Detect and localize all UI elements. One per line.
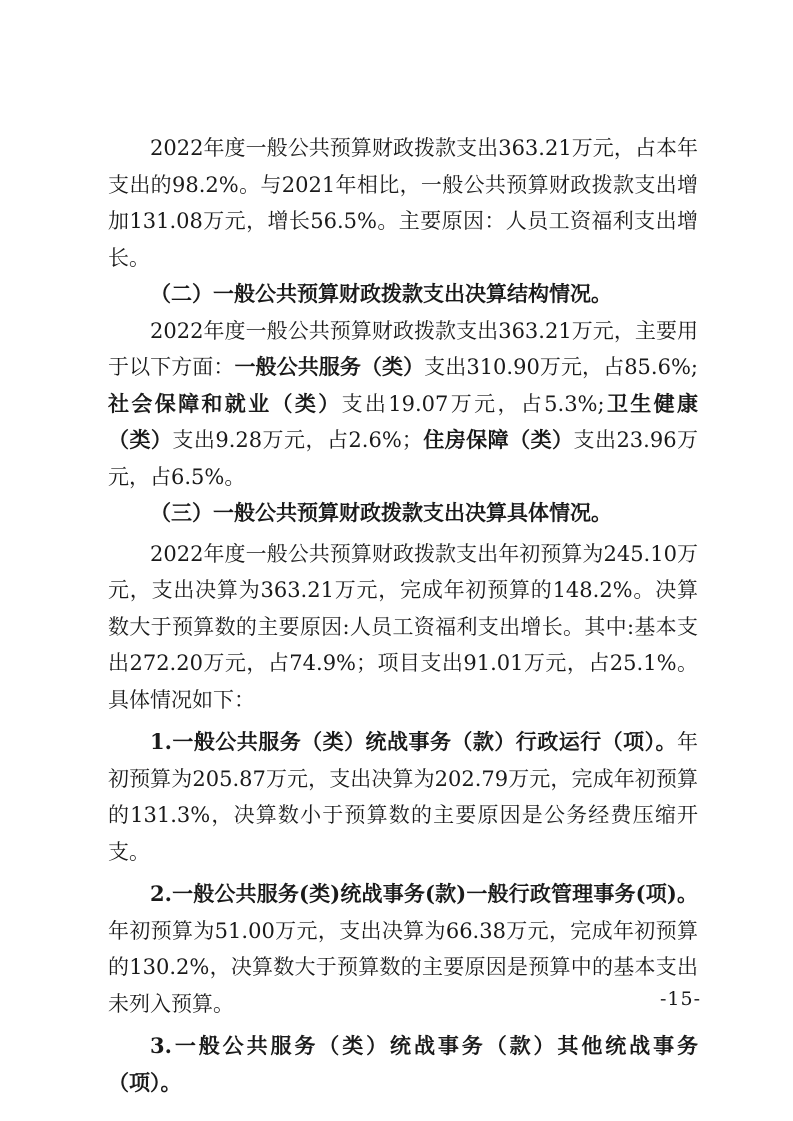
category-social-security: 社会保障和就业（类） — [108, 390, 342, 416]
paragraph-summary: 2022年度一般公共预算财政拨款支出363.21万元，占本年支出的98.2%。与2021年相比，一般公共预算财政拨款支出增加131.08万元，增长56.5%。主要原因：人员工资福利支出增长。 — [108, 136, 698, 270]
item-2-title: 2.一般公共服务(类)统战事务(款)一般行政管理事务(项)。 — [150, 881, 698, 906]
paragraph-details: 2022年度一般公共预算财政拨款支出年初预算为245.10万元，支出决算为363.21万元，完成年初预算的148.2%。决算数大于预算数的主要原因:人员工资福利支出增长。其中:基本支出272.20万元，占74.9%；项目支出91.01万元，占25.1%。具体情况如下： — [108, 541, 698, 712]
item-3-title: 3.一般公共服务（类）统战事务（款）其他统战事务（项）。 — [108, 1033, 698, 1095]
category-health-amount: 支出9.28万元，占2.6%； — [172, 428, 423, 452]
section-heading-structure: （二）一般公共预算财政拨款支出决算结构情况。 — [150, 281, 612, 306]
category-housing-amount: 支出23.96万元，占6.5%。 — [108, 428, 699, 489]
document-body — [108, 130, 698, 1101]
category-general-public-services: 一般公共服务（类） — [234, 354, 425, 379]
category-social-security-amount: 支出19.07万元，占5.3%; — [341, 391, 605, 416]
section-heading-details: （三）一般公共预算财政拨款支出决算具体情况。 — [150, 500, 612, 525]
category-general-public-services-amount: 支出310.90万元，占85.6%; — [424, 355, 698, 379]
category-housing: 住房保障（类） — [422, 427, 574, 452]
structure-intro: 2022年度一般公共预算财政拨款支出363.21万元，主要用于以下方面： — [108, 318, 698, 379]
item-1-title: 1.一般公共服务（类）统战事务（款）行政运行（项）。 — [150, 729, 677, 754]
list-item-2 — [108, 876, 698, 1022]
paragraph-structure — [108, 313, 698, 496]
page-number: -15- — [659, 988, 701, 1010]
list-item-1 — [108, 724, 698, 870]
item-1-text: 年初预算为205.87万元，支出决算为202.79万元，完成年初预算的131.3%，决算数小于预算数的主要原因是公务经费压缩开支。 — [108, 730, 698, 864]
list-item-3 — [108, 1028, 698, 1101]
category-health: 卫生健康（类） — [108, 390, 699, 452]
item-2-text: 年初预算为51.00万元，支出决算为66.38万元，完成年初预算的130.2%，决算数大于预算数的主要原因是预算中的基本支出未列入预算。 — [108, 918, 698, 1016]
